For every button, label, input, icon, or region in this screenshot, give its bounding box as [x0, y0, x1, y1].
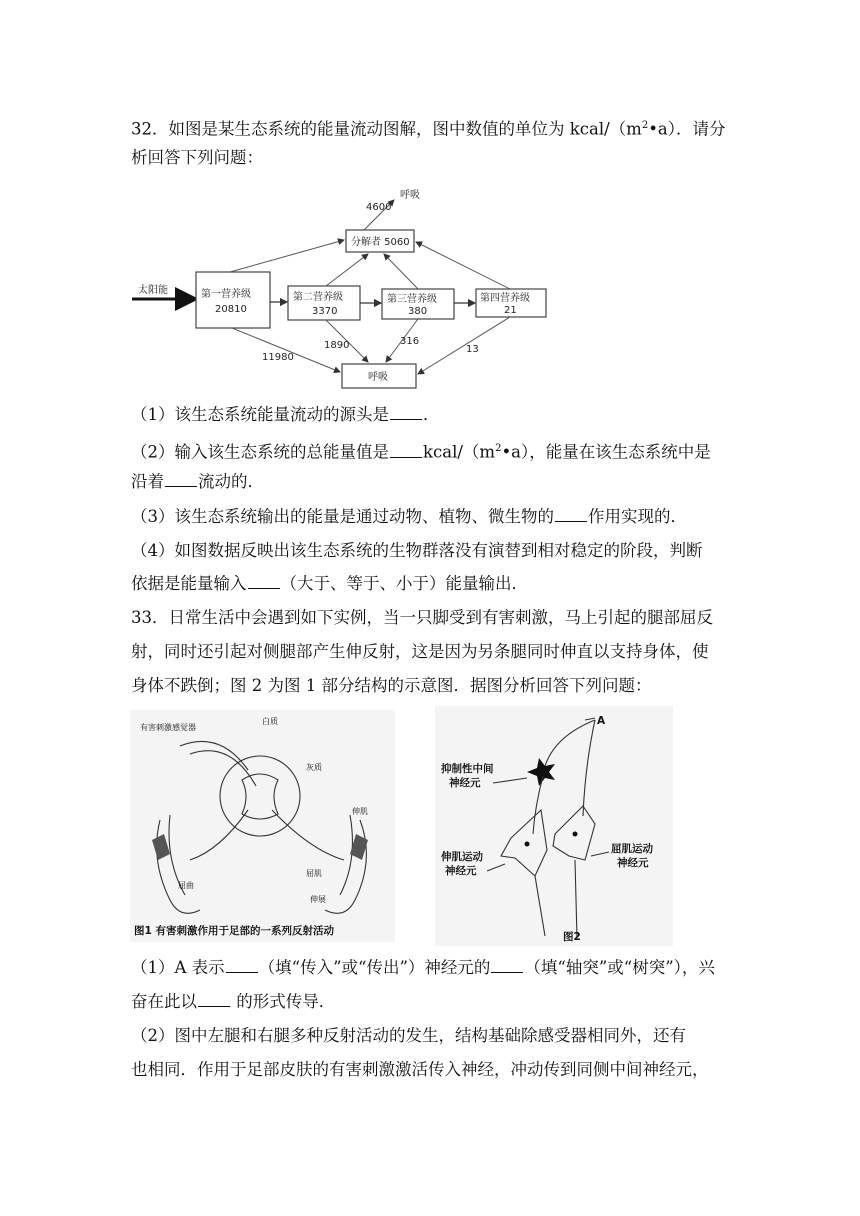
fig2-ext-label-1: 伸肌运动	[441, 851, 483, 863]
fig1-gray-label: 灰质	[306, 763, 322, 772]
resp-value-1: 11980	[262, 352, 294, 363]
level3-label: 第三营养级	[387, 294, 437, 305]
q32-intro-line1: 32．如图是某生态系统的能量流动图解，图中数值的单位为 kcal/$(m^2•a)$．请分	[131, 119, 726, 139]
respiration-bottom-label: 呼吸	[368, 372, 388, 383]
q33-part1-line1: （1）A 表示 （填“传入”或“传出”）神经元的 （填“轴突”或“树突”），兴	[131, 958, 715, 977]
fig1-stretch-label: 伸展	[310, 895, 326, 904]
q32-part3: （3）该生态系统输出的能量是通过动物、植物、微生物的 作用实现的．	[131, 507, 687, 526]
level1-value: 20810	[215, 304, 247, 315]
respiration-top-label: 呼吸	[400, 190, 420, 201]
level1-box	[196, 272, 270, 328]
fig1-bend-label: 屈曲	[178, 881, 194, 890]
q33-intro-line2: 射，同时还引起对侧腿部产生伸反射，这是因为另条腿同时伸直以支持身体，使	[131, 642, 709, 661]
fig2-flex-label-1: 屈肌运动	[611, 843, 653, 855]
fig2-label-a: A	[597, 715, 606, 727]
fig1-ext-label: 伸肌	[352, 807, 368, 816]
q32-part1: （1）该生态系统能量流动的源头是 ．	[131, 405, 440, 424]
level2-label: 第二营养级	[293, 292, 343, 303]
level1-label: 第一营养级	[201, 289, 251, 300]
decomposer-label: 分解者 5060	[351, 237, 410, 248]
resp-value-2: 1890	[324, 340, 350, 351]
resp-value-4: 13	[466, 344, 479, 355]
level3-value: 380	[408, 306, 428, 317]
figure1-reflex-sketch	[130, 710, 395, 942]
q32-intro-line2: 析回答下列问题：	[131, 148, 263, 167]
respiration-top-value: 4600	[366, 202, 392, 213]
q33-part1-line2: 奋在此以 的形式传导．	[131, 992, 336, 1011]
fig1-white-label: 白质	[262, 717, 278, 726]
q33-intro-line1: 33．日常生活中会遇到如下实例，当一只脚受到有害刺激，马上引起的腿部屈反	[131, 608, 713, 627]
q32-part2-line1: （2）输入该生态系统的总能量值是 kcal/$(m^2•a)$，能量在该生态系统中是	[131, 442, 711, 462]
q32-part4-line1: （4）如图数据反映出该生态系统的生物群落没有演替到相对稳定的阶段，判断	[131, 541, 703, 560]
fig2-ext-label-2: 神经元	[445, 865, 477, 877]
q32-part4-line2: 依据是能量输入 （大于、等于、小于）能量输出．	[131, 574, 528, 593]
fig2-caption: 图2	[563, 931, 581, 943]
level4-label: 第四营养级	[480, 293, 530, 304]
figure2-neuron-sketch	[435, 706, 673, 946]
resp-value-3: 316	[400, 336, 420, 347]
q33-part2-line2: 也相同．作用于足部皮肤的有害刺激激活传入神经，冲动传到同侧中间神经元，	[131, 1060, 709, 1079]
fig1-stim-label: 有害刺激感觉器	[140, 723, 196, 732]
level4-value: 21	[504, 305, 517, 316]
fig1-caption: 图1 有害刺激作用于足部的一系列反射活动	[134, 925, 334, 937]
fig1-flex-label: 屈肌	[306, 869, 322, 878]
q33-part2-line1: （2）图中左腿和右腿多种反射活动的发生，结构基础除感受器相同外，还有	[131, 1026, 686, 1045]
fig2-inhib-label-2: 神经元	[449, 777, 481, 789]
q32-part2-line2: 沿着 流动的．	[131, 472, 264, 491]
q33-intro-line3: 身体不跌倒；图 2 为图 1 部分结构的示意图．据图分析回答下列问题：	[131, 676, 652, 695]
energy-flow-diagram	[130, 176, 548, 392]
sun-label: 太阳能	[138, 285, 168, 296]
fig2-flex-label-2: 神经元	[617, 857, 649, 869]
level2-value: 3370	[312, 306, 338, 317]
fig2-inhib-label-1: 抑制性中间	[441, 763, 494, 775]
